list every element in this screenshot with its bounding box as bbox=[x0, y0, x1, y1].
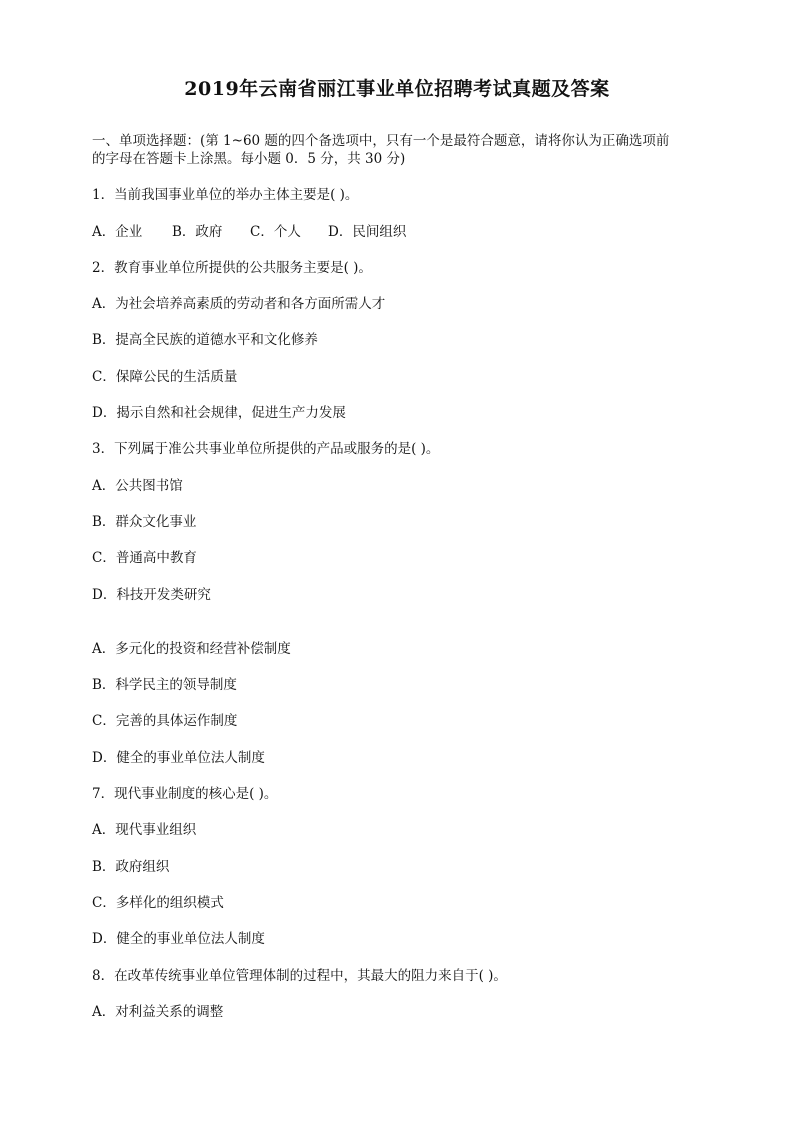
question-2-option-b: B．提高全民族的道德水平和文化修养 bbox=[92, 332, 318, 348]
page-title: 2019年云南省丽江事业单位招聘考试真题及答案 bbox=[184, 78, 610, 100]
section-instructions bbox=[92, 132, 702, 168]
question-2-stem: 2．教育事业单位所提供的公共服务主要是( )。 bbox=[92, 260, 372, 276]
question-1-options bbox=[92, 223, 406, 241]
question-1-option-a: A．企业 bbox=[92, 224, 143, 240]
question-3-option-c: C．普通高中教育 bbox=[92, 550, 197, 566]
question-7-option-a: A．现代事业组织 bbox=[92, 822, 197, 838]
question-1-option-c: C．个人 bbox=[250, 224, 301, 240]
question-6-option-a: A．多元化的投资和经营补偿制度 bbox=[92, 641, 291, 657]
question-1-option-b: B．政府 bbox=[172, 224, 223, 240]
question-3-option-d: D．科技开发类研究 bbox=[92, 587, 211, 603]
question-3-option-a: A．公共图书馆 bbox=[92, 478, 183, 494]
question-8-stem: 8．在改革传统事业单位管理体制的过程中，其最大的阻力来自于( )。 bbox=[92, 968, 507, 984]
question-7-option-b: B．政府组织 bbox=[92, 859, 170, 875]
question-2-option-c: C．保障公民的生活质量 bbox=[92, 369, 238, 385]
question-6-option-c: C．完善的具体运作制度 bbox=[92, 713, 238, 729]
question-7-option-c: C．多样化的组织模式 bbox=[92, 895, 224, 911]
question-3-option-b: B．群众文化事业 bbox=[92, 514, 197, 530]
question-3-stem: 3．下列属于准公共事业单位所提供的产品或服务的是( )。 bbox=[92, 441, 440, 457]
instructions-line-2: 的字母在答题卡上涂黑。每小题 0．5 分，共 30 分) bbox=[92, 151, 406, 167]
question-6-option-b: B．科学民主的领导制度 bbox=[92, 677, 237, 693]
question-7-stem: 7．现代事业制度的核心是( )。 bbox=[92, 786, 278, 802]
instructions-line-1: 一、单项选择题：(第 1~60 题的四个备选项中，只有一个是最符合题意，请将你认为正确选项前 bbox=[92, 133, 670, 149]
question-7-option-d: D．健全的事业单位法人制度 bbox=[92, 931, 265, 947]
question-1-stem: 1．当前我国事业单位的举办主体主要是( )。 bbox=[92, 187, 359, 203]
question-1-option-d: D．民间组织 bbox=[328, 224, 407, 240]
question-8-option-a: A．对利益关系的调整 bbox=[92, 1004, 224, 1020]
question-2-option-a: A．为社会培养高素质的劳动者和各方面所需人才 bbox=[92, 296, 386, 312]
question-2-option-d: D．揭示自然和社会规律，促进生产力发展 bbox=[92, 405, 346, 421]
question-6-option-d: D．健全的事业单位法人制度 bbox=[92, 750, 265, 766]
